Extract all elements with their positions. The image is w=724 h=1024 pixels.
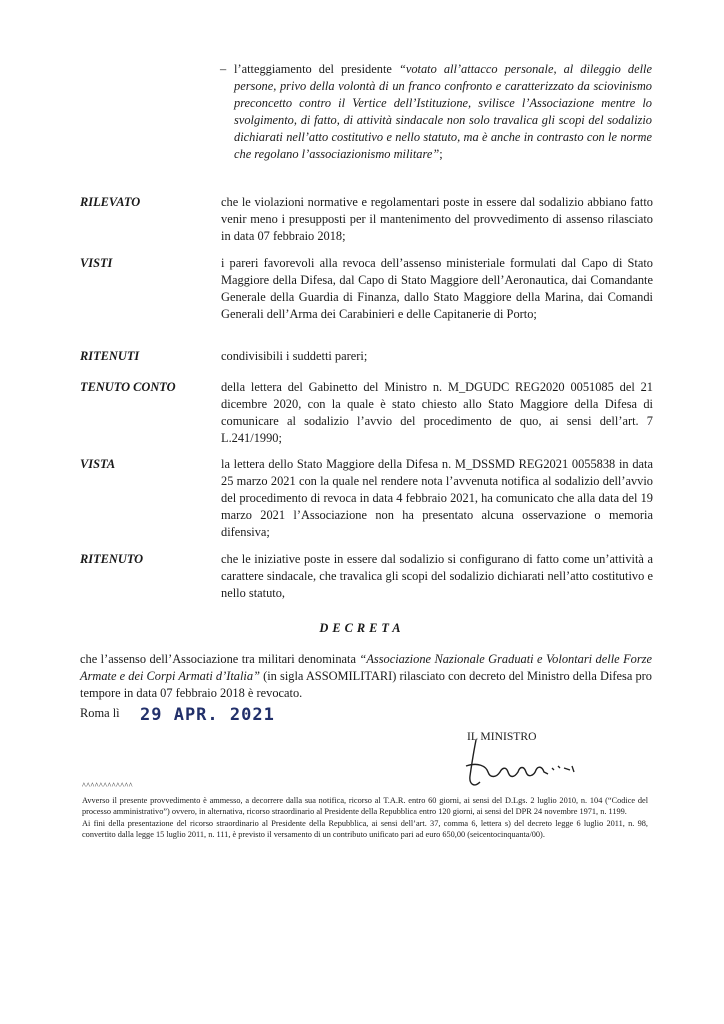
bullet-lead: l’atteggiamento del presidente [234,62,392,76]
clause-text: la lettera dello Stato Maggiore della Difesa n. M_DSSMD REG2021 0055838 in data 25 marzo 2021 con la quale nel rendere nota l’avvenuta notifica al sodalizio dell’avvio del procedimento di revoca in data 4 febbraio 2021, ha comunicato che alla data del 19 marzo 2021 l’Associazione non ha presentato alcuna osservazione o memoria difensiva; [221,457,653,539]
decreta-heading: DECRETA [319,621,405,635]
clause-text: della lettera del Gabinetto del Ministro n. M_DGUDC REG2020 0051085 del 21 dicembre 2020, con la quale è stato chiesto allo Stato Maggiore della Difesa di comunicare al sodalizio l’avvio del procedimento de quo, ai sensi dell’art. 7 L.241/1990; [221,380,653,445]
clause-label: VISTI [80,256,113,270]
clause-text: che le iniziative poste in essere dal sodalizio si configurano di fatto come un’attività a carattere sindacale, che travalica gli scopi del sodalizio dichiarati nell’atto costitutivo e nello statuto, [221,552,653,600]
clause-text: i pareri favorevoli alla revoca dell’assenso ministeriale formulati dal Capo di Stato Maggiore della Difesa, dal Capo di Stato Maggiore dell’Aeronautica, dai Comandante Generale della Guardia di Finanza, dallo Stato Maggiore della Marina, dai Comandi Generali dell’Arma dei Carabinieri e delle Capitanerie di Porto; [221,256,653,321]
association-name: “Associazione Nazionale Graduati e Volontari delle Forze Armate e dei Corpi Armati d’Italia” [80,652,652,683]
footnote-paragraph: Ai fini della presentazione del ricorso straordinario al Presidente della Repubblica, ai sensi dell’art. 37, comma 6, lettera s) del decreto legge 6 luglio 2011, n. 98, convertito dalla legge 15 luglio 2011, n. 111, è previsto il versamento di un contributo unificato pari ad euro 650,00 (seicentocinquanta/00). [82,818,648,840]
date-stamp: 29 APR. 2021 [140,705,275,725]
clause-label: TENUTO CONTO [80,380,176,394]
clause-label: RITENUTI [80,349,140,363]
place-label: Roma lì [80,706,120,720]
decree-part2: (in sigla ASSOMILITARI) rilasciato con decreto del Ministro della Difesa pro tempore in data 07 febbraio 2018 è revocato. [80,669,653,700]
minister-title: IL MINISTRO [467,730,537,743]
bullet-dash: – [220,62,227,76]
decree-part1: che l’assenso dell’Associazione tra militari denominata [80,652,356,666]
clause-text: che le violazioni normative e regolamentari poste in essere dal sodalizio abbiano fatto venir meno i presupposti per il mantenimento del provvedimento di assenso rilasciato in data 07 febbraio 2018; [221,195,653,243]
clause-label: VISTA [80,457,116,471]
footnote-block [82,795,648,841]
clause-label: RITENUTO [80,552,144,566]
minister-signature [456,736,596,792]
footnote-separator: ^^^^^^^^^^^^ [82,781,134,790]
bullet-paragraph [220,61,652,163]
clause-text: condivisibili i suddetti pareri; [221,349,368,363]
decree-paragraph [80,651,652,702]
footnote-paragraph: Avverso il presente provvedimento è ammesso, a decorrere dalla sua notifica, ricorso al T.A.R. entro 60 giorni, ai sensi del D.Lgs. 2 luglio 2010, n. 104 (“Codice del processo amministrativo”) ovvero, in alternativa, ricorso straordinario al Presidente della Repubblica entro 120 giorni, ai sensi del DPR 24 novembre 1971, n. 1199. [82,796,648,817]
clause-label: RILEVATO [80,195,141,209]
bullet-tail: ; [439,147,443,161]
bullet-quote: “votato all’attacco personale, al dileggio delle persone, privo della volontà di un franco confronto e caratterizzato da sciovinismo preconcetto contro il Vertice dell’Istituzione, svilisce l’Associazione mentre lo svolgimento, di fatto, di attività sindacale non solo travalica gli scopi del sodalizio dichiarati nell’atto costitutivo e nello statuto, ma è anche in contrasto con le norme che regolano l’associazionismo militare” [234,62,652,161]
bullet-text [234,61,652,163]
